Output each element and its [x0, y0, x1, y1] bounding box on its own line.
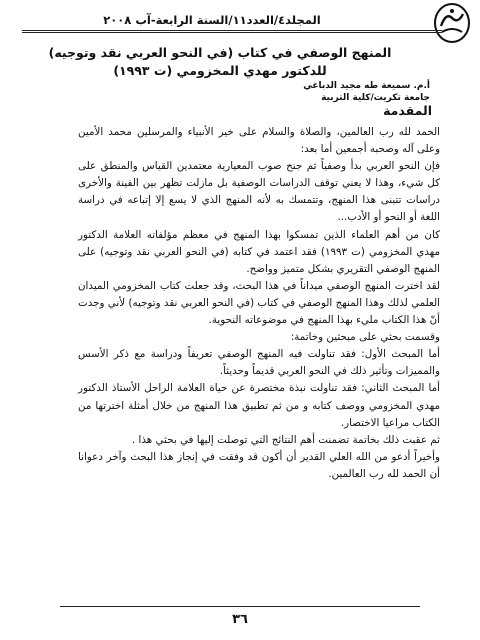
article-title: المنهج الوصفي في كتاب (في النحو العربي نقد وتوجيه): [48, 45, 392, 60]
paragraph: الحمد لله رب العالمين، والصلاة والسلام على خير الأنبياء والمرسلين محمد الأمين وعلى آله وصحبه أجمعين أما بعد:: [78, 126, 440, 156]
paragraph: أما المبحث الثاني: فقد تناولت نبذة مختصرة عن حياة العلامة الراحل الأستاذ الدكتور مهدي المخزومي ووصف كتابه و من ثم تطبيق هذا المنهج من خلال أمثلة اخترتها من الكتاب مراعيا الاختصار.: [78, 382, 440, 429]
paragraph: ثم عقبت ذلك بخاتمة تضمنت أهم النتائج التي توصلت إليها في بحثي هذا .: [131, 433, 440, 446]
author-affiliation: جامعة تكريت/كلية التربية: [321, 93, 430, 103]
header-rule: [22, 30, 442, 31]
paragraph: فإن النحو العربي بدأ وصفياً ثم جنح صوب المعيارية معتمدين القياس والمنطق على كل شيء، وهذا لا يعني توقف الدراسات الوصفية بل مازلت تظهر بين الفينة والأخرى دراسات تتبنى هذا المنهج، وتتمسك به لأنه المنهج الذي لا يسع إلا إتباعه في دراسة اللغة أو النحو أو الأدب...: [78, 160, 440, 224]
paragraph: كان من أهم العلماء الذين تمسكوا بهذا المنهج في معظم مؤلفاته العلامة الدكتور مهدي المخزومي (ت ١٩٩٣) فقد اعتمد في كتابه (في النحو العربي نقد وتوجيه) على المنهج الوصفي التقريري بشكل متميز وواضح.: [78, 228, 441, 275]
section-heading: المقدمة: [383, 103, 432, 118]
header-rule-thin: [22, 32, 442, 33]
running-head: المجلد٤/العدد١١/السنة الرابعة-آب ٢٠٠٨: [103, 13, 321, 27]
paragraph: وأخيراً أدعو من الله العلي القدير أن أكون قد وفقت في إنجاز هذا البحث وآخر دعوانا أن الحمد لله رب العالمين.: [78, 450, 440, 480]
footer-rule: [60, 606, 420, 607]
article-body: [78, 124, 440, 483]
page-number: ٣٦: [232, 612, 248, 627]
paragraph: لقد اخترت المنهج الوصفي ميداناً في هذا البحث، وقد جعلت كتاب المخزومي الميدان العلمي لذلك وهذا المنهج الوصفي في كتاب (في النحو العربي نقد وتوجيه) لأني وجدت أنّ هذا الكتاب مليء بهذا المنهج في موضوعاته النحوية.: [78, 279, 440, 327]
article-subtitle: للدكتور مهدي المخزومي (ت ١٩٩٣): [113, 63, 327, 78]
journal-logo-icon: [432, 2, 472, 44]
paragraph: وقسمت بحثي على مبحثين وخاتمة:: [290, 331, 440, 344]
paragraph: أما المبحث الأول: فقد تناولت فيه المنهج الوصفي تعريفاً ودراسة مع ذكر الأسس والمميزات وتأثير ذلك في النحو العربي قديماً وحديثاً.: [78, 348, 440, 378]
author-name: أ.م. سميعة طه مجيد الدباغي: [303, 81, 430, 91]
